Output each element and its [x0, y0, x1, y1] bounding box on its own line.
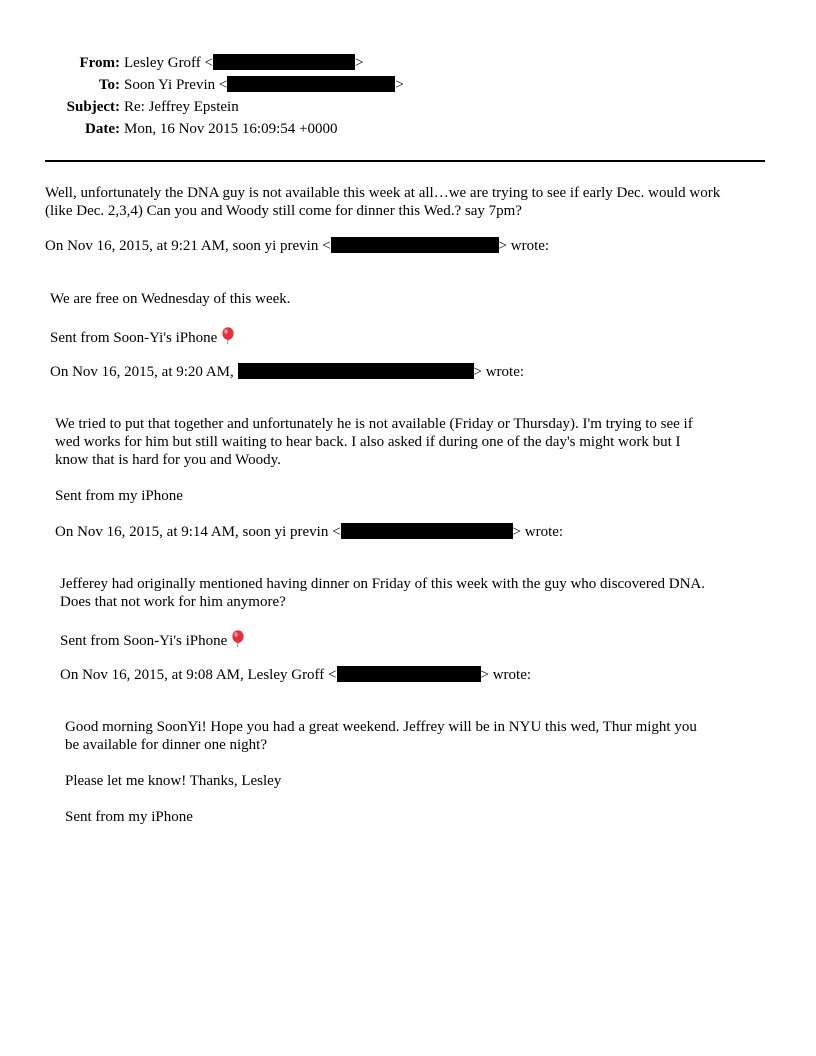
redaction-bar [238, 363, 474, 379]
message-text: Well, unfortunately the DNA guy is not available this week at all…we are trying to see if early Dec. would work [45, 185, 721, 201]
balloon-icon [221, 327, 235, 350]
to-tail: > [395, 77, 404, 93]
header-divider [45, 160, 765, 162]
header-from [0, 54, 816, 74]
date-value: Mon, 16 Nov 2015 16:09:54 +0000 [124, 121, 338, 137]
message-text: Please let me know! Thanks, Lesley [65, 773, 282, 789]
message-text: We are free on Wednesday of this week. [50, 291, 291, 307]
message-text: (like Dec. 2,3,4) Can you and Woody still come for dinner this Wed.? say 7pm? [45, 203, 522, 219]
quote-attribution: On Nov 16, 2015, at 9:14 AM, soon yi previn < > wrote: [55, 524, 564, 540]
redaction-bar [331, 237, 499, 253]
date-label: Date: [85, 121, 120, 137]
from-tail: > [355, 55, 364, 71]
from-label: From: [79, 55, 120, 71]
signature: Sent from Soon-Yi's iPhone [50, 327, 235, 350]
header-date [0, 120, 816, 140]
quote-attribution: On Nov 16, 2015, at 9:20 AM, > wrote: [50, 364, 525, 380]
from-value: Lesley Groff < [124, 55, 213, 71]
message-text: know that is hard for you and Woody. [55, 452, 281, 468]
header-to [0, 76, 816, 96]
message-text: wed works for him but still waiting to hear back. I also asked if during one of the day's might work but I [55, 434, 681, 450]
quote-attribution: On Nov 16, 2015, at 9:08 AM, Lesley Groff < > wrote: [60, 667, 532, 683]
header-subject [0, 98, 816, 118]
signature: Sent from Soon-Yi's iPhone [60, 630, 245, 653]
redaction-bar [213, 54, 355, 70]
balloon-icon [231, 630, 245, 653]
redaction-bar [341, 523, 513, 539]
redaction-bar [337, 666, 481, 682]
to-value: Soon Yi Previn < [124, 77, 228, 93]
subject-label: Subject: [66, 99, 120, 115]
message-text: We tried to put that together and unfortunately he is not available (Friday or Thursday). I'm trying to see if [55, 416, 693, 432]
to-label: To: [98, 77, 120, 93]
signature: Sent from my iPhone [55, 488, 183, 504]
redaction-bar [227, 76, 395, 92]
subject-value: Re: Jeffrey Epstein [124, 99, 239, 115]
message-text: Does that not work for him anymore? [60, 594, 286, 610]
quote-attribution: On Nov 16, 2015, at 9:21 AM, soon yi previn < > wrote: [45, 238, 550, 254]
signature: Sent from my iPhone [65, 809, 193, 825]
message-text: Jefferey had originally mentioned having dinner on Friday of this week with the guy who discovered DNA. [60, 576, 705, 592]
message-text: Good morning SoonYi! Hope you had a great weekend. Jeffrey will be in NYU this wed, Thur might you [65, 719, 697, 735]
message-text: be available for dinner one night? [65, 737, 268, 753]
